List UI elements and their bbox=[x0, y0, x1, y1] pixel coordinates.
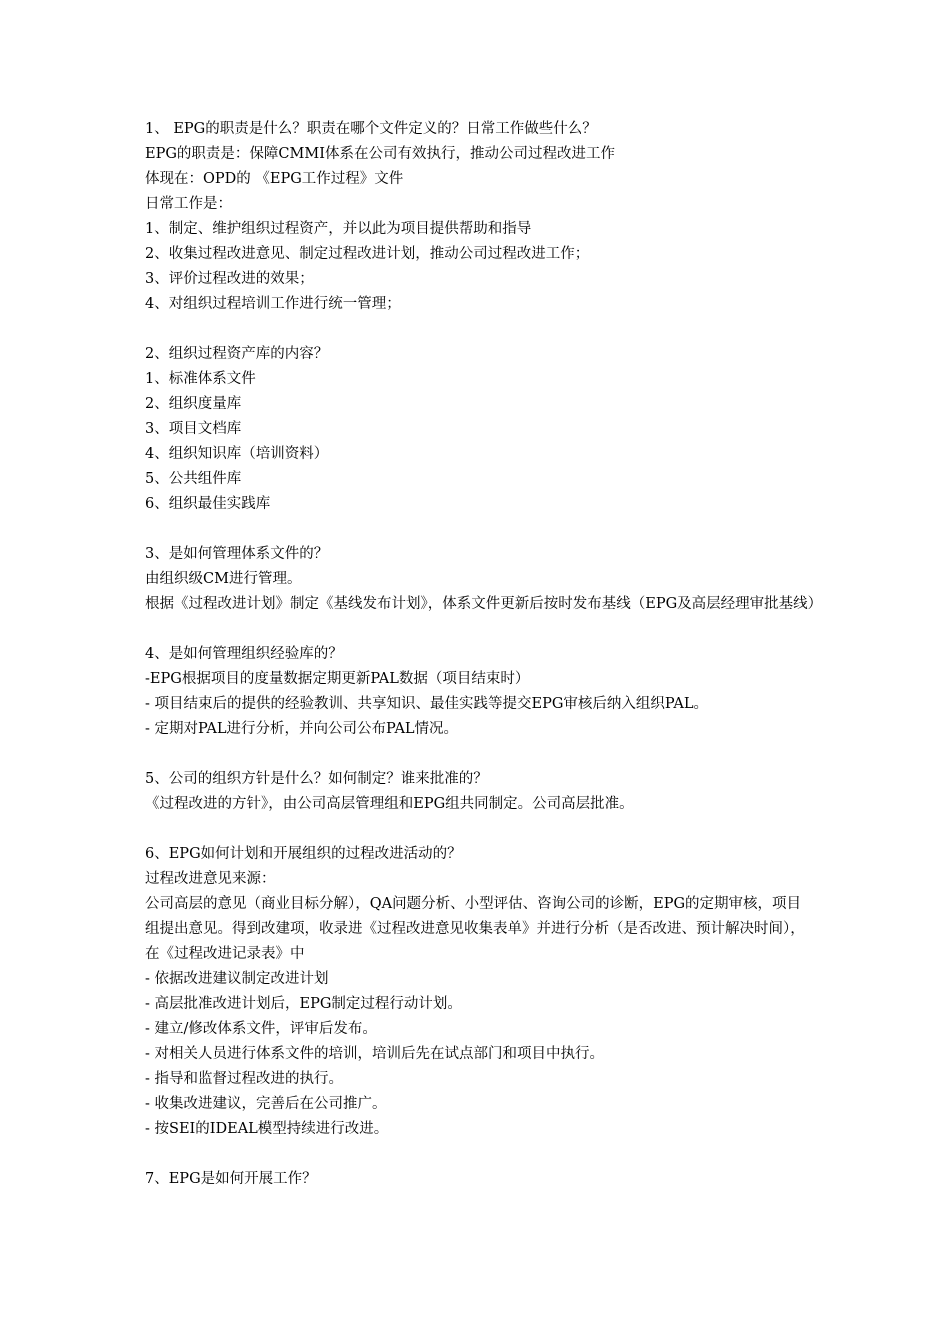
list-item: 2、收集过程改进意见、制定过程改进计划，推动公司过程改进工作； bbox=[145, 246, 590, 262]
list-item: - 高层批准改进计划后，EPG制定过程行动计划。 bbox=[145, 996, 462, 1012]
section-5 bbox=[145, 767, 815, 817]
paragraph-line: 由组织级CM进行管理。 bbox=[145, 571, 302, 587]
section-heading: 1、 EPG的职责是什么？职责在哪个文件定义的？日常工作做些什么？ bbox=[145, 121, 597, 137]
section-spacer bbox=[145, 317, 815, 342]
section-heading: 3、是如何管理体系文件的？ bbox=[145, 546, 329, 562]
list-item: - 定期对PAL进行分析，并向公司公布PAL情况。 bbox=[145, 721, 459, 737]
list-item: -EPG根据项目的度量数据定期更新PAL数据（项目结束时） bbox=[145, 671, 530, 687]
section-3 bbox=[145, 542, 823, 617]
section-heading: 4、是如何管理组织经验库的？ bbox=[145, 646, 343, 662]
section-spacer bbox=[145, 817, 815, 842]
paragraph-line: 过程改进意见来源： bbox=[145, 871, 276, 887]
section-1 bbox=[145, 117, 815, 317]
list-item: 4、组织知识库（培训资料） bbox=[145, 446, 329, 462]
paragraph-line: EPG的职责是：保障CMMI体系在公司有效执行，推动公司过程改进工作 bbox=[145, 146, 615, 162]
list-item: 3、项目文档库 bbox=[145, 421, 242, 437]
section-7 bbox=[145, 1167, 815, 1192]
list-item: 6、组织最佳实践库 bbox=[145, 496, 271, 512]
section-heading: 7、EPG是如何开展工作？ bbox=[145, 1171, 317, 1187]
paragraph-line: 体现在：OPD的 《EPG工作过程》文件 bbox=[145, 171, 404, 187]
section-spacer bbox=[145, 742, 815, 767]
list-item: - 建立/修改体系文件，评审后发布。 bbox=[145, 1021, 377, 1037]
paragraph-line: 日常工作是： bbox=[145, 196, 232, 212]
section-heading: 6、EPG如何计划和开展组织的过程改进活动的？ bbox=[145, 846, 462, 862]
section-spacer bbox=[145, 517, 815, 542]
document-page bbox=[145, 117, 823, 1192]
paragraph-line: 《过程改进的方针》，由公司高层管理组和EPG组共同制定。公司高层批准。 bbox=[145, 796, 634, 812]
list-item: 2、组织度量库 bbox=[145, 396, 242, 412]
section-spacer bbox=[145, 617, 815, 642]
list-item: 5、公共组件库 bbox=[145, 471, 242, 487]
list-item: 1、标准体系文件 bbox=[145, 371, 256, 387]
paragraph: 根据《过程改进计划》制定《基线发布计划》，体系文件更新后按时发布基线（EPG及高层经理审批基线） bbox=[145, 596, 823, 612]
list-item: - 按SEI的IDEAL模型持续进行改进。 bbox=[145, 1121, 389, 1137]
list-item: 4、对组织过程培训工作进行统一管理； bbox=[145, 296, 401, 312]
list-item: 1、制定、维护组织过程资产，并以此为项目提供帮助和指导 bbox=[145, 221, 532, 237]
paragraph: 公司高层的意见（商业目标分解），QA问题分析、小型评估、咨询公司的诊断，EPG的定期审核，项目组提出意见。得到改建项，收录进《过程改进意见收集表单》并进行分析（是否改进、预计解决时间），在《过程改进记录表》中 bbox=[145, 896, 805, 962]
section-2 bbox=[145, 342, 815, 517]
list-item: - 指导和监督过程改进的执行。 bbox=[145, 1071, 344, 1087]
list-item: 3、评价过程改进的效果； bbox=[145, 271, 314, 287]
section-heading: 2、组织过程资产库的内容？ bbox=[145, 346, 329, 362]
section-6 bbox=[145, 842, 815, 1142]
section-4 bbox=[145, 642, 815, 742]
list-item: - 对相关人员进行体系文件的培训，培训后先在试点部门和项目中执行。 bbox=[145, 1046, 605, 1062]
list-item: - 项目结束后的提供的经验教训、共享知识、最佳实践等提交EPG审核后纳入组织PAL。 bbox=[145, 696, 708, 712]
section-spacer bbox=[145, 1142, 815, 1167]
section-heading: 5、公司的组织方针是什么？如何制定？谁来批准的？ bbox=[145, 771, 488, 787]
list-item: - 依据改进建议制定改进计划 bbox=[145, 971, 329, 987]
list-item: - 收集改进建议，完善后在公司推广。 bbox=[145, 1096, 387, 1112]
